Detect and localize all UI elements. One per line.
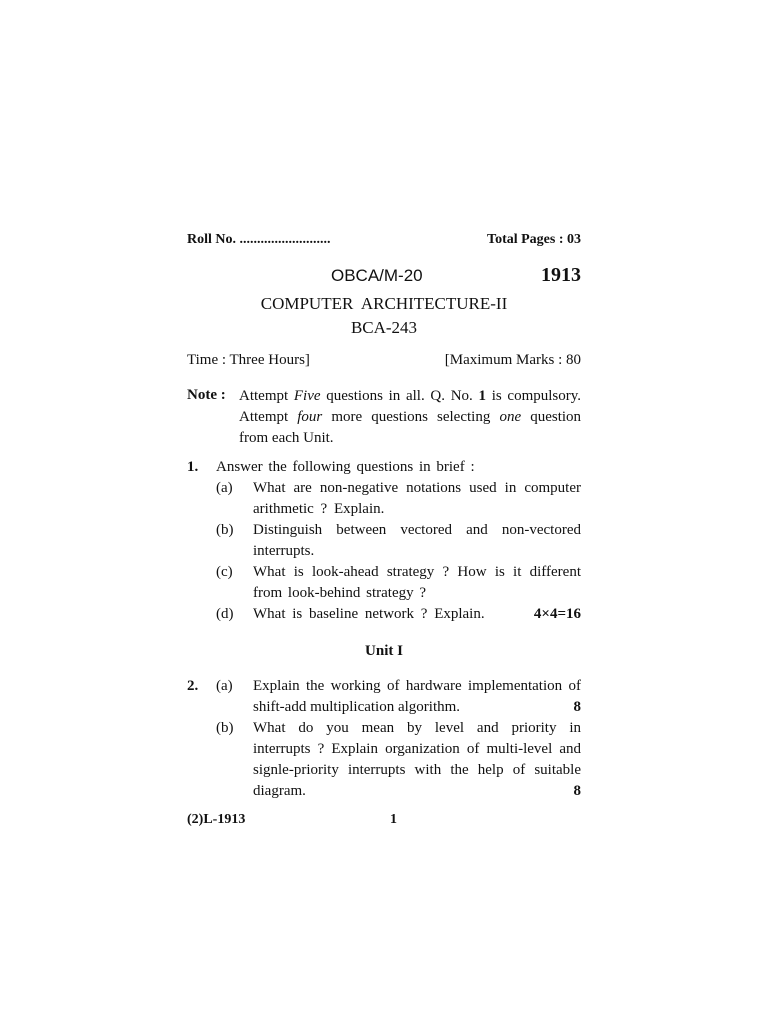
maximum-marks: [Maximum Marks : 80: [444, 352, 581, 368]
q1-text: Answer the following questions in brief :: [216, 459, 475, 475]
footer-code: (2)L-1913: [187, 812, 246, 827]
exam-page: [187, 0, 581, 1024]
q2b-line-3: signle-priority interrupts with the help of suitable: [253, 762, 581, 778]
q2b-line-2: interrupts ? Explain organization of multi-level and: [253, 741, 581, 757]
paper-number: 1913: [541, 264, 581, 286]
exam-code: OBCA/M-20: [331, 266, 423, 285]
roll-no: Roll No. ..........................: [187, 232, 331, 247]
q2b-line-4: diagram.: [253, 783, 306, 799]
q1c-line-1: What is look-ahead strategy ? How is it different: [253, 564, 581, 580]
q1b-line-1: Distinguish between vectored and non-vectored: [253, 522, 581, 538]
q1d-label: (d): [216, 606, 234, 622]
note-label: Note :: [187, 387, 226, 403]
q2-number: 2.: [187, 678, 199, 694]
time-marks-row: [187, 352, 581, 369]
q2a-label: (a): [216, 678, 233, 694]
course-code: BCA-243: [350, 318, 418, 337]
subject-title: COMPUTER ARCHITECTURE-II: [260, 294, 508, 313]
q2b-line-1: What do you mean by level and priority in: [253, 720, 581, 736]
q1a-line-1: What are non-negative notations used in computer: [253, 480, 581, 496]
page-number: 1: [390, 812, 397, 827]
q1c-label: (c): [216, 564, 233, 580]
q1c-line-2: from look-behind strategy ?: [253, 585, 427, 601]
q1a-line-2: arithmetic ? Explain.: [253, 501, 385, 517]
q1d-line-1: What is baseline network ? Explain.: [253, 606, 485, 622]
q1b-line-2: interrupts.: [253, 543, 315, 559]
note-line-1: Attempt Five questions in all. Q. No. 1 is compulsory.: [239, 388, 582, 404]
q2a-marks: 8: [573, 699, 581, 715]
note-line-2: Attempt four more questions selecting one question: [239, 409, 582, 425]
q2a-line-1: Explain the working of hardware implementation of: [253, 678, 581, 694]
total-pages: Total Pages : 03: [487, 232, 581, 247]
time-allowed: Time : Three Hours]: [187, 352, 310, 368]
q1-marks: 4×4=16: [533, 606, 581, 622]
unit-heading: Unit I: [365, 643, 403, 659]
note-line-3: from each Unit.: [239, 430, 334, 446]
q1-number: 1.: [187, 459, 199, 475]
q1a-label: (a): [216, 480, 233, 496]
q2b-marks: 8: [573, 783, 581, 799]
q2b-label: (b): [216, 720, 234, 736]
header-row: [187, 232, 581, 248]
q2a-line-2: shift-add multiplication algorithm.: [253, 699, 461, 715]
q1b-label: (b): [216, 522, 234, 538]
